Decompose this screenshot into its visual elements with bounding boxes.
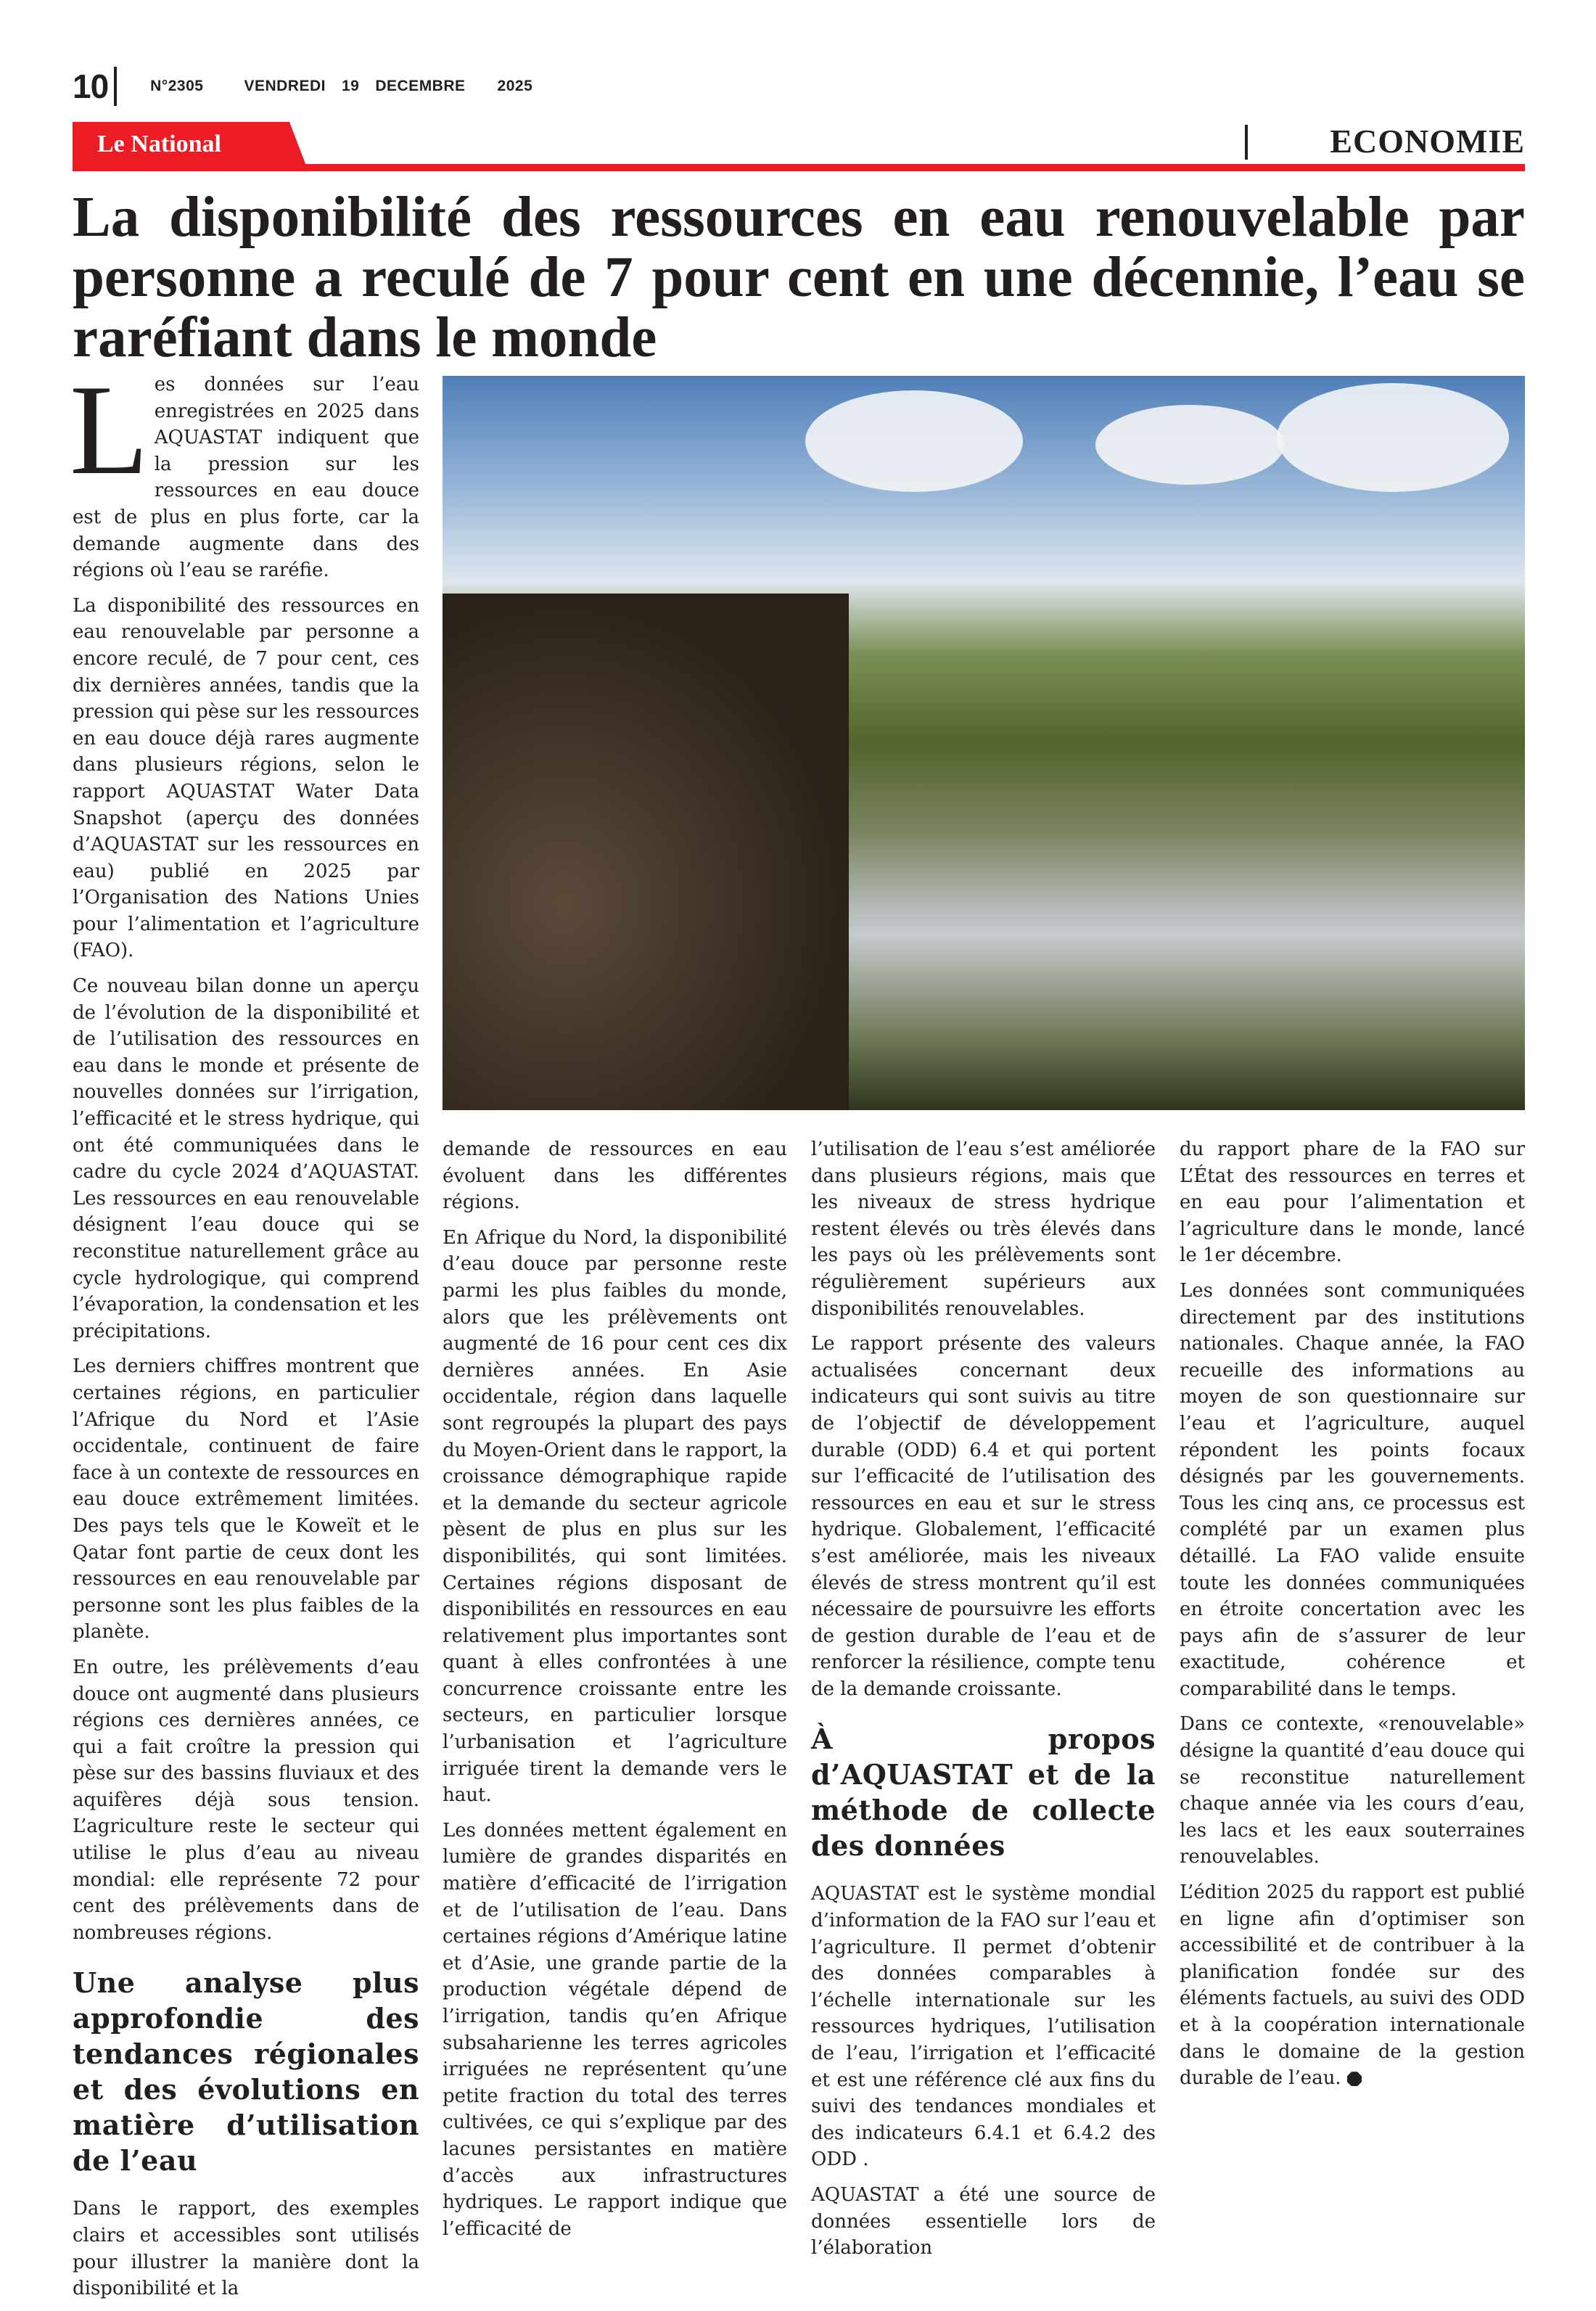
brand-name: Le National xyxy=(97,131,221,157)
paragraph: du rapport phare de la FAO sur L’État des ressources en terres et en eau pour l’alimentation et l’agriculture dans le monde, lancé le 1er décembre. xyxy=(1180,1138,1525,1267)
paragraph: demande de ressources en eau évoluent dans les différentes régions. xyxy=(443,1138,787,1214)
folio-divider xyxy=(114,67,117,106)
section-band xyxy=(73,122,1525,171)
subheading: À propos d’AQUASTAT et de la méthode de collecte des données xyxy=(811,1723,1156,1863)
column-2 xyxy=(443,1136,787,2251)
paragraph: Dans le rapport, des exemples clairs et accessibles sont utilisés pour illustrer la manière dont la disponibilité et la xyxy=(73,2198,419,2300)
section-divider xyxy=(1245,125,1248,160)
column-3 xyxy=(811,1136,1156,2270)
end-mark-icon xyxy=(1347,2072,1362,2086)
paragraph: La disponibilité des ressources en eau renouvelable par personne a encore reculé, de 7 pour cent, ces dix dernières années, tandis que la pression qui pèse sur les ressources en eau douce déjà rares augmente dans plusieurs régions, selon le rapport AQUASTAT Water Data Snapshot (aperçu des données d’AQUASTAT sur les ressources en eau) publié en 2025 par l’Organisation des Nations Unies pour l’alimentation et l’agriculture (FAO). xyxy=(73,594,419,962)
section-name: ECONOMIE xyxy=(1330,123,1525,160)
subheading: Une analyse plus approfondie des tendances régionales et des évolutions en matière d’utilisation de l’eau xyxy=(73,1966,419,2177)
paragraph: L’édition 2025 du rapport est publié en ligne afin d’optimiser son accessibilité et de contribuer à la planification fondée sur des éléments factuels, au suivi des ODD et à la coopération internationale dans le domaine de la gestion durable de l’eau. xyxy=(1180,1881,1525,2090)
paragraph: Les derniers chiffres montrent que certaines régions, en particulier l’Afrique du Nord et l’Asie occidentale, continuent de faire face à un contexte de ressources en eau douce extrêmement limitées. Des pays tels que le Koweït et le Qatar font partie de ceux dont les ressources en eau renouvelable par personne sont les plus faibles de la planète. xyxy=(73,1355,419,1643)
paragraph: AQUASTAT a été une source de données essentielle lors de l’élaboration xyxy=(811,2184,1156,2259)
paragraph: Le rapport présente des valeurs actualisées concernant deux indicateurs qui sont suivis au titre de l’objectif de développement durable (ODD) 6.4 et qui portent sur l’efficacité de l’utilisation des ressources en eau et sur le stress hydrique. Globalement, l’efficacité s’est améliorée, mais les niveaux élevés de stress montrent qu’il est nécessaire de poursuivre les efforts de gestion durable de l’eau et de renforcer la résilience, compte tenu de la demande croissante. xyxy=(811,1333,1156,1700)
paragraph: Dans ce contexte, «renouvelable» désigne la quantité d’eau douce qui se reconstitue naturellement chaque année via les cours d’eau, les lacs et les eaux souterraines renouvelables. xyxy=(1180,1713,1525,1868)
date-month: DECEMBRE xyxy=(375,78,466,94)
page-number: 10 xyxy=(73,67,109,105)
folio xyxy=(73,67,573,106)
paragraph: En outre, les prélèvements d’eau douce ont augmenté dans plusieurs régions ces dernières années, ce qui a fait croître la pression qui pèse sur des bassins fluviaux et des aquifères déjà sous tension. L’agriculture reste le secteur qui utilise le plus d’eau au niveau mondial: elle représente 72 pour cent des prélèvements dans de nombreuses régions. xyxy=(73,1656,419,1944)
paragraph: l’utilisation de l’eau s’est améliorée dans plusieurs régions, mais que les niveaux de stress hydrique restent élevés ou très élevés dans les pays où les prélèvements sont régulièrement supérieurs aux disponibilités renouvelables. xyxy=(811,1138,1156,1320)
column-4 xyxy=(1180,1136,1525,2101)
date-number: 19 xyxy=(341,78,360,94)
column-1 xyxy=(70,358,419,2311)
date-day: VENDREDI xyxy=(244,78,326,94)
issue-number: N°2305 xyxy=(150,78,204,94)
article-title: La disponibilité des ressources en eau renouvelable par personne a reculé de 7 pour cent en une décennie, l’eau se raréfiant dans le monde xyxy=(73,186,1525,369)
paragraph: En Afrique du Nord, la disponibilité d’eau douce par personne reste parmi les plus faibles du monde, alors que les prélèvements ont augmenté de 16 pour cent ces dix dernières années. En Asie occidentale, région dans laquelle sont regroupés la plupart des pays du Moyen-Orient dans le rapport, la croissance démographique rapide et la demande du secteur agricole pèsent de plus en plus sur les disponibilités, qui sont limitées. Certaines régions disposant de disponibilités en ressources en eau relativement plus importantes sont quant à elles confrontées à une concurrence croissante entre les secteurs, en particulier lorsque l’urbanisation et l’agriculture irriguée tirent la demande vers le haut. xyxy=(443,1226,787,1807)
article-photo xyxy=(443,376,1525,1110)
paragraph: AQUASTAT est le système mondial d’information de la FAO sur l’eau et l’agriculture. Il permet d’obtenir des données comparables à l’échelle internationale sur les ressources hydriques, l’utilisation de l’eau, l’irrigation et l’efficacité et est une référence clé aux fins du suivi des tendances mondiales et des indicateurs 6.4.1 et 6.4.2 des ODD . xyxy=(811,1883,1156,2171)
paragraph: Les données sur l’eau enregistrées en 2025 dans AQUASTAT indiquent que la pression sur les ressources en eau douce est de plus en plus forte, car la demande augmente dans des régions où l’eau se raréfie. xyxy=(70,358,419,582)
paragraph: Ce nouveau bilan donne un aperçu de l’évolution de la disponibilité et de l’utilisation des ressources en eau dans le monde et présente de nouvelles données sur l’irrigation, l’efficacité et le stress hydrique, qui ont été communiquées dans le cadre du cycle 2024 d’AQUASTAT. Les ressources en eau renouvelable désignent l’eau douce qui se reconstitue naturellement grâce au cycle hydrologique, qui comprend l’évaporation, la condensation et les précipitations. xyxy=(73,975,419,1342)
date-year: 2025 xyxy=(497,78,533,94)
drop-cap: L xyxy=(70,358,149,501)
paragraph: Les données mettent également en lumière de grandes disparités en matière d’efficacité de l’irrigation et de l’utilisation de l’eau. Dans certaines régions d’Amérique latine et d’Asie, une grande partie de la production végétale dépend de l’irrigation, tandis qu’en Afrique subsaharienne les terres agricoles irriguées ne représentent qu’une petite fraction du total des terres cultivées, ce qui s’explique par des lacunes persistantes en matière d’accès aux infrastructures hydriques. Le rapport indique que l’efficacité de xyxy=(443,1819,787,2240)
paragraph: Les données sont communiquées directement par des institutions nationales. Chaque année, la FAO recueille des informations au moyen de son questionnaire sur l’eau et l’agriculture, auquel répondent les points focaux désignés par les gouvernements. Tous les cinq ans, ce processus est complété par un examen plus détaillé. La FAO valide ensuite toute les données communiquées en étroite concertation avec les pays afin de s’assurer de leur exactitude, cohérence et comparabilité dans le temps. xyxy=(1180,1279,1525,1700)
